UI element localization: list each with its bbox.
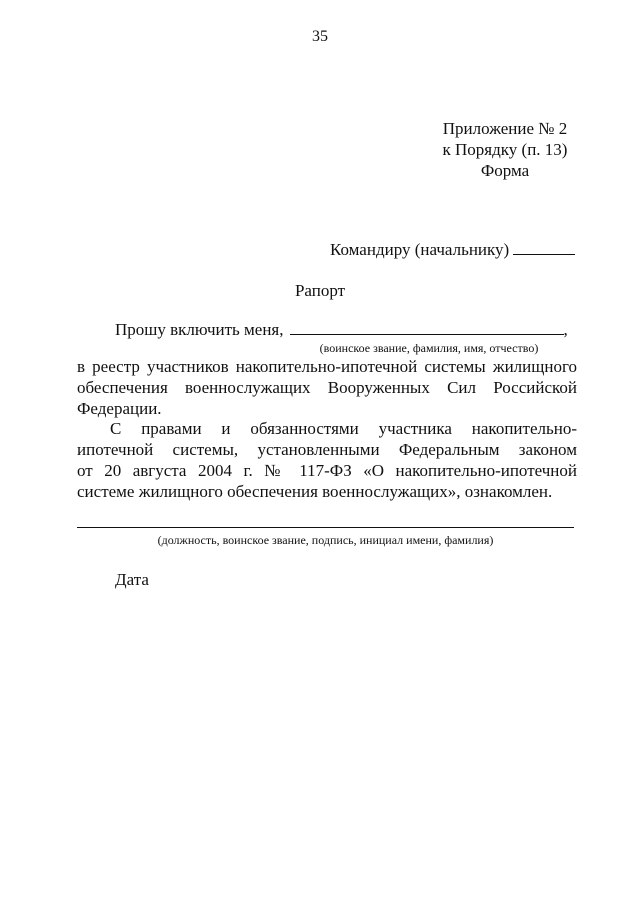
page-number: 35 — [312, 28, 328, 45]
appendix-number: Приложение № 2 — [442, 119, 568, 138]
paragraph-line: в реестр участников накопительно-ипотечной системы жилищного — [77, 357, 577, 376]
paragraph-line: Федерации. — [77, 399, 162, 418]
appendix-reference: к Порядку (п. 13) — [442, 140, 568, 159]
form-label: Форма — [480, 161, 530, 180]
signature-line — [77, 527, 574, 528]
paragraph-acknowledgement — [77, 418, 577, 502]
paragraph-line: обеспечения военнослужащих Вооруженных Сил Российской — [77, 378, 577, 397]
paragraph-line: ипотечной системы, установленными Федеральным законом — [77, 440, 577, 459]
paragraph-line: от 20 августа 2004 г. № 117-ФЗ «О накопительно-ипотечной — [77, 461, 577, 480]
addressee-blank-line — [513, 240, 575, 255]
request-suffix: , — [563, 320, 568, 339]
appendix-header — [420, 118, 590, 181]
addressee-text: Командиру (начальнику) — [330, 240, 510, 259]
name-fill-line — [290, 320, 564, 335]
paragraph-registry — [77, 356, 577, 419]
signature-hint: (должность, воинское звание, подпись, инициал имени, фамилия) — [157, 533, 494, 547]
paragraph-line: С правами и обязанностями участника накопительно- — [110, 419, 577, 438]
request-prefix: Прошу включить меня, — [115, 320, 284, 339]
date-label: Дата — [115, 570, 149, 589]
addressee — [330, 240, 575, 260]
document-title: Рапорт — [294, 281, 346, 300]
paragraph-line: системе жилищного обеспечения военнослужащих», ознакомлен. — [77, 482, 553, 501]
request-line — [115, 320, 568, 340]
name-field-hint: (воинское звание, фамилия, имя, отчество) — [319, 341, 539, 355]
